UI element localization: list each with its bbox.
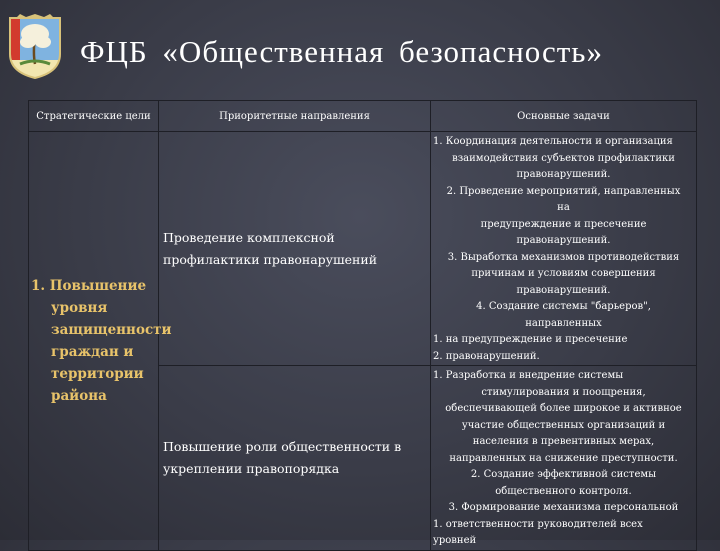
task-line: населения в превентивных мерах, xyxy=(472,436,655,447)
goal-line: защищенности xyxy=(51,321,172,338)
direction-cell: Повышение роли общественности в укреплении правопорядка xyxy=(159,366,431,551)
goal-line: 1. Повышение xyxy=(31,277,147,294)
task-line: обеспечивающей более широкое и активное xyxy=(445,403,682,414)
tasks-cell xyxy=(431,132,697,366)
task-line: 2. Создание эффективной системы xyxy=(470,469,657,480)
task-line: правонарушений. xyxy=(516,169,611,180)
task-line: 1. Координация деятельности и организация xyxy=(433,136,673,147)
task-line: причинам и условиям совершения xyxy=(471,268,656,279)
strategy-table xyxy=(28,100,697,551)
task-line: 1. на предупреждение и пресечение xyxy=(433,334,628,345)
column-header-directions: Приоритетные направления xyxy=(159,101,431,132)
task-line: правонарушений. xyxy=(516,235,611,246)
column-header-tasks: Основные задачи xyxy=(431,101,697,132)
task-line: уровней xyxy=(433,535,477,546)
goal-line: района xyxy=(51,387,107,404)
table-header-row xyxy=(29,101,697,132)
task-line: на xyxy=(557,202,570,213)
goal-line: граждан и xyxy=(51,343,134,360)
page-title: ФЦБ «Общественная безопасность» xyxy=(80,34,603,69)
task-line: 3. Выработка механизмов противодействия xyxy=(447,251,680,263)
coat-of-arms-emblem xyxy=(6,14,64,80)
goal-line: территории xyxy=(51,365,144,382)
task-line: 2. правонарушений. xyxy=(433,350,540,362)
task-line: правонарушений. xyxy=(516,284,611,296)
task-line: 2. Проведение мероприятий, направленных xyxy=(446,185,681,197)
task-line: взаимодействия субъектов профилактики xyxy=(452,152,675,164)
task-line: стимулирования и поощрения, xyxy=(481,386,646,398)
task-line: направленных xyxy=(525,317,602,329)
task-line: участие общественных организаций и xyxy=(461,419,666,431)
task-line: 4. Создание системы "барьеров", xyxy=(476,301,651,312)
direction-cell: Проведение комплексной профилактики правонарушений xyxy=(159,132,431,366)
task-line: 1. Разработка и внедрение системы xyxy=(433,370,624,381)
tasks-cell xyxy=(431,366,697,551)
task-line: 3. Формирование механизма персональной xyxy=(448,502,679,513)
goal-line: уровня xyxy=(51,299,108,316)
strategic-goal-cell xyxy=(29,132,172,551)
task-line: предупреждение и пресечение xyxy=(480,218,647,230)
task-line: общественного контроля. xyxy=(495,485,632,497)
task-line: направленных на снижение преступности. xyxy=(449,452,678,464)
task-line: 1. ответственности руководителей всех xyxy=(433,518,643,530)
column-header-goals: Стратегические цели xyxy=(29,101,159,132)
table-row xyxy=(29,132,697,366)
